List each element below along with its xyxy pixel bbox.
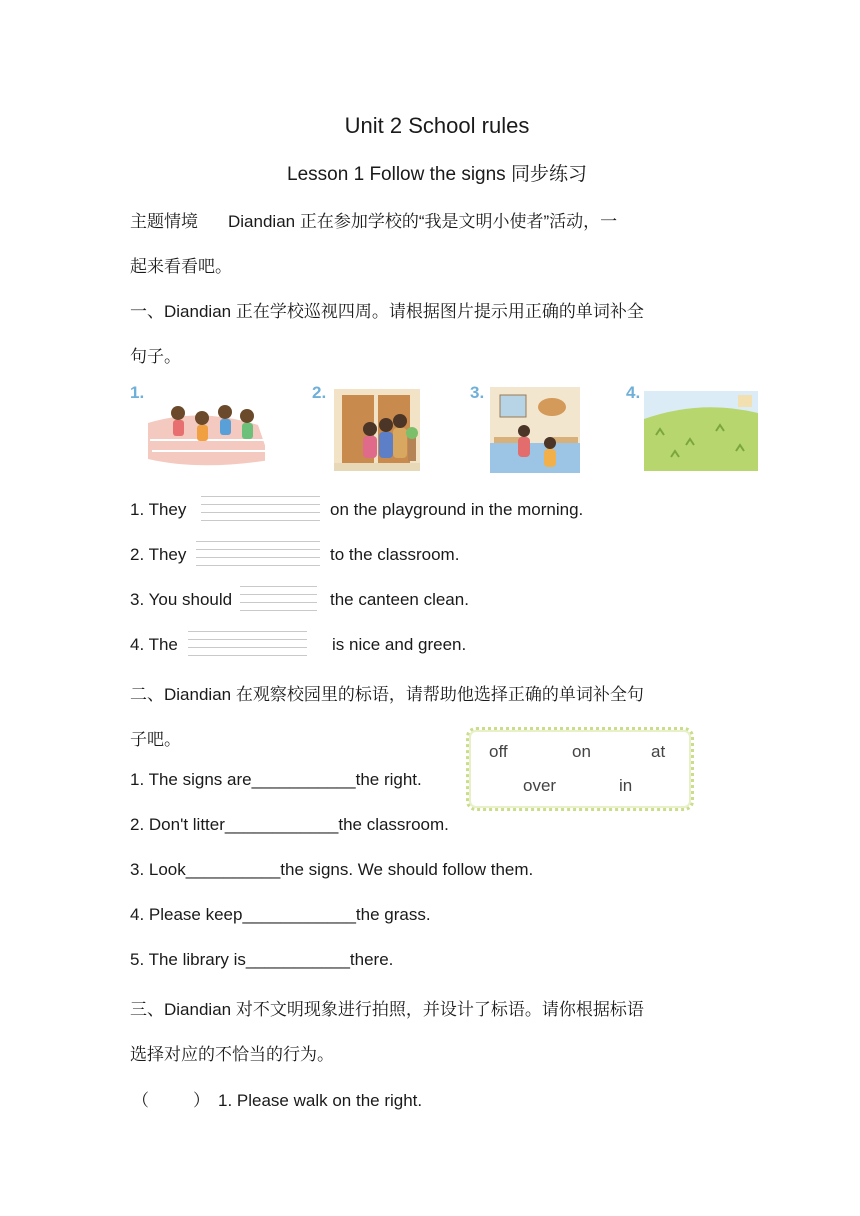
canteen-icon: [470, 385, 605, 475]
section1-item-2: 2. They: [130, 545, 187, 564]
answer-bracket-open[interactable]: （: [132, 1091, 149, 1110]
picture-4: [626, 385, 761, 475]
section1-heading-line-2: 句子。: [130, 347, 181, 366]
section2-item-1: 1. The signs are___________the right.: [130, 770, 422, 789]
section1-item-4: 4. The: [130, 635, 178, 654]
answer-bracket-close[interactable]: ）: [193, 1091, 210, 1110]
answer-lines[interactable]: [188, 631, 307, 663]
section3-heading-line-2: 选择对应的不恰当的行为。: [130, 1045, 334, 1064]
section2-heading-line-2: 子吧。: [130, 730, 181, 749]
picture-number: 1.: [130, 383, 145, 402]
section2-heading-line-1: 二、Diandian 在观察校园里的标语，请帮助他选择正确的单词补全句: [130, 685, 644, 704]
section2-item-2: 2. Don't litter____________the classroom.: [130, 815, 449, 834]
word-bank-word: in: [619, 776, 633, 795]
section1-item-3-tail: the canteen clean.: [330, 590, 469, 609]
section2-item-3: 3. Look__________the signs. We should follow them.: [130, 860, 534, 879]
section1-item-2-tail: to the classroom.: [330, 545, 460, 564]
page-subtitle: Lesson 1 Follow the signs 同步练习: [287, 164, 587, 185]
picture-2: [312, 385, 447, 475]
word-bank-word: on: [572, 742, 591, 761]
section3-item-text: 1. Please walk on the right.: [218, 1091, 423, 1110]
intro-line-1: [130, 207, 617, 232]
section1-item-1: 1. They: [130, 500, 187, 519]
section1-item-3: 3. You should: [130, 590, 233, 609]
section2-item-5: 5. The library is___________there.: [130, 950, 394, 969]
children-at-classroom-door-icon: [312, 385, 447, 475]
picture-number: 4.: [626, 383, 641, 402]
word-bank-word: off: [489, 742, 508, 761]
picture-3: [470, 385, 605, 475]
section3-item-1: [132, 1086, 422, 1111]
answer-lines[interactable]: [196, 541, 320, 573]
answer-lines[interactable]: [240, 586, 317, 618]
word-bank-word: at: [651, 742, 666, 761]
word-bank-word: over: [523, 776, 557, 795]
page-title: Unit 2 School rules: [344, 113, 530, 138]
section2-item-4: 4. Please keep____________the grass.: [130, 905, 431, 924]
section1-heading-line-1: 一、Diandian 正在学校巡视四周。请根据图片提示用正确的单词补全: [130, 302, 644, 321]
picture-number: 3.: [470, 383, 485, 402]
grass-field-icon: [626, 385, 761, 475]
answer-lines[interactable]: [201, 496, 320, 528]
children-running-icon: [130, 385, 265, 475]
intro-label: 主题情境: [130, 212, 198, 231]
section1-item-1-tail: on the playground in the morning.: [330, 500, 584, 519]
section3-heading-line-1: 三、Diandian 对不文明现象进行拍照，并设计了标语。请你根据标语: [130, 1000, 644, 1019]
section1-item-4-tail: is nice and green.: [332, 635, 467, 654]
word-bank: [466, 727, 694, 811]
picture-number: 2.: [312, 383, 327, 402]
intro-text: Diandian 正在参加学校的“我是文明小使者”活动，一: [228, 212, 618, 231]
picture-1: [130, 385, 265, 475]
intro-line-2: 起来看看吧。: [130, 257, 232, 276]
